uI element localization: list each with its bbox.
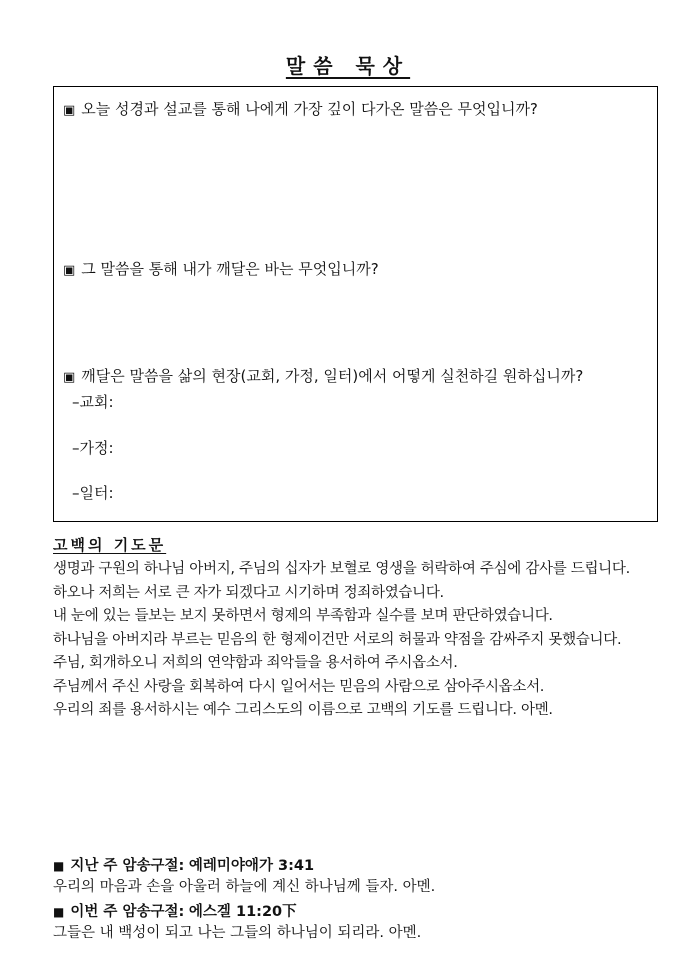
square-bullet-icon: ▣ [63, 103, 76, 118]
prayer-line: 우리의 죄를 용서하시는 예수 그리스도의 이름으로 고백의 기도를 드립니다. 아멘. [53, 702, 553, 718]
square-bullet-icon: ■ [53, 905, 65, 919]
prayer-line: 하나님을 아버지라 부르는 믿음의 한 형제이건만 서로의 허물과 약점을 감싸주지 못했습니다. [53, 631, 622, 648]
page-title-text: 말씀 묵상 [285, 54, 411, 78]
last-week-label: 지난 주 암송구절: [70, 858, 185, 874]
this-week-memory-verse [53, 902, 297, 922]
this-week-verse-text: 그들은 내 백성이 되고 나는 그들의 하나님이 되리라. 아멘. [53, 925, 422, 941]
answer-home-label: –가정: [72, 439, 114, 457]
this-week-reference: 에스겔 11:20下 [188, 904, 297, 920]
prayer-line: 주님, 회개하오니 저희의 연약함과 죄악들을 용서하여 주시옵소서. [53, 655, 458, 671]
question-2-text: 그 말씀을 통해 내가 깨달은 바는 무엇입니까? [81, 260, 379, 278]
last-week-reference: 예레미야애가 3:41 [188, 858, 315, 874]
answer-church-label: –교회: [72, 393, 114, 411]
question-2 [63, 259, 379, 281]
last-week-memory-verse [53, 856, 314, 876]
prayer-title: 고백의 기도문 [53, 536, 167, 554]
prayer-line: 주님께서 주신 사랑을 회복하여 다시 일어서는 믿음의 사람으로 삼아주시옵소서. [53, 678, 545, 695]
prayer-line: 생명과 구원의 하나님 아버지, 주님의 십자가 보혈로 영생을 허락하여 주심에 감사를 드립니다. [53, 561, 630, 577]
this-week-label: 이번 주 암송구절: [70, 904, 185, 920]
square-bullet-icon: ▣ [63, 263, 76, 278]
reflection-box [53, 86, 658, 522]
question-1-text: 오늘 성경과 설교를 통해 나에게 가장 깊이 다가온 말씀은 무엇입니까? [81, 100, 538, 118]
prayer-text [53, 558, 673, 723]
prayer-line: 하오나 저희는 서로 큰 자가 되겠다고 시기하며 정죄하였습니다. [53, 584, 444, 601]
question-3-text: 깨달은 말씀을 삶의 현장(교회, 가정, 일터)에서 어떻게 실천하길 원하십니까? [81, 367, 584, 385]
square-bullet-icon: ■ [53, 859, 65, 873]
page-title [0, 50, 696, 79]
question-1 [63, 99, 538, 121]
question-3 [63, 366, 583, 388]
last-week-verse-text: 우리의 마음과 손을 아울러 하늘에 계신 하나님께 들자. 아멘. [53, 879, 436, 895]
square-bullet-icon: ▣ [63, 370, 76, 385]
answer-work-label: –일터: [72, 484, 114, 502]
prayer-line: 내 눈에 있는 들보는 보지 못하면서 형제의 부족함과 실수를 보며 판단하였습니다. [53, 608, 553, 624]
